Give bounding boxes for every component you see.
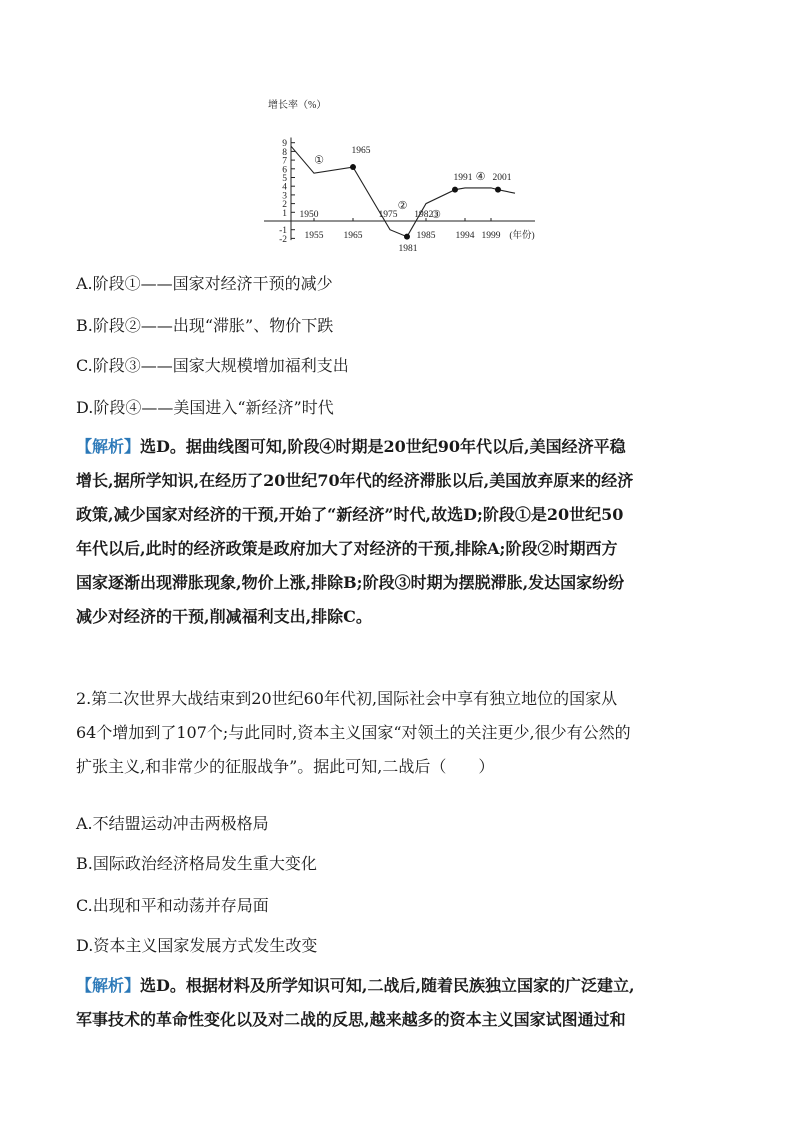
y-axis-label: 增长率（%）: [268, 100, 327, 111]
x-tick-label: 1994: [455, 231, 475, 241]
analysis-tag: 【解析】: [76, 437, 141, 456]
y-tick-label: 1: [282, 208, 287, 219]
point-label: 1965: [351, 146, 371, 157]
x-tick-label: 1965: [343, 231, 363, 241]
q2-stem-line-3: 扩张主义,和非常少的征服战争”。据此可知,二战后（ ）: [76, 757, 495, 776]
point-label: 2001: [492, 172, 512, 183]
q1-option-d: D.阶段④——美国进入“新经济”时代: [76, 398, 334, 417]
point-label: 1982: [414, 210, 434, 220]
q2-option-a: A.不结盟运动冲击两极格局: [76, 814, 269, 833]
y-tick-label: 8: [282, 147, 287, 158]
q1-analysis-line-2: 增长,据所学知识,在经历了20世纪70年代的经济滞胀以后,美国放弃原来的经济: [76, 471, 634, 490]
y-tick-label: -2: [279, 234, 287, 245]
point-label: 1981: [398, 244, 418, 254]
data-point: [495, 187, 501, 193]
q1-analysis-line-5: 国家逐渐出现滞胀现象,物价上涨,排除B;阶段③时期为摆脱滞胀,发达国家纷纷: [76, 573, 625, 592]
q2-analysis-line-1: 【解析】选D。根据材料及所学知识可知,二战后,随着民族独立国家的广泛建立,: [76, 976, 635, 995]
x-tick-label: 1985: [416, 231, 436, 241]
q1-analysis-line-3: 政策,减少国家对经济的干预,开始了“新经济”时代,故选D;阶段①是20世纪50: [76, 505, 624, 524]
q1-option-b: B.阶段②——出现“滞胀”、物价下跌: [76, 316, 334, 335]
x-axis-label: (年份): [509, 231, 535, 241]
growth-rate-chart: [250, 92, 550, 267]
stage-marker: ①: [314, 154, 324, 167]
y-tick-label: 2: [282, 200, 287, 211]
y-tick-label: -1: [279, 226, 287, 237]
q1-option-c: C.阶段③——国家大规模增加福利支出: [76, 356, 349, 375]
y-tick-label: 5: [282, 174, 287, 184]
y-tick-label: 4: [282, 182, 287, 193]
stage-marker: ②: [397, 199, 408, 212]
q2-option-d: D.资本主义国家发展方式发生改变: [76, 936, 318, 955]
y-tick-label: 3: [282, 191, 287, 202]
chart-svg: [250, 92, 550, 267]
q1-option-a: A.阶段①——国家对经济干预的减少: [76, 274, 333, 293]
q2-stem-line-1: 2.第二次世界大战结束到20世纪60年代初,国际社会中享有独立地位的国家从: [76, 689, 618, 708]
q2-option-b: B.国际政治经济格局发生重大变化: [76, 854, 317, 873]
y-tick-label: 9: [282, 139, 287, 150]
y-tick-label: 7: [282, 156, 287, 167]
point-label: 1950: [299, 210, 319, 220]
stage-marker: ④: [475, 170, 486, 183]
x-tick-label: 1955: [304, 231, 324, 241]
q2-stem-line-2: 64个增加到了107个;与此同时,资本主义国家“对领土的关注更少,很少有公然的: [76, 723, 631, 742]
data-point: [452, 187, 458, 193]
data-point: [350, 164, 356, 170]
q2-analysis: [76, 969, 726, 1037]
data-point: [404, 234, 410, 240]
point-label: 1991: [453, 172, 473, 183]
x-tick-label: 1999: [481, 231, 501, 241]
series-line: [291, 146, 515, 237]
q1-analysis-line-4: 年代以后,此时的经济政策是政府加大了对经济的干预,排除A;阶段②时期西方: [76, 539, 618, 558]
stage-marker: ③: [431, 209, 441, 221]
analysis-tag: 【解析】: [76, 976, 141, 995]
q1-analysis-line-6: 减少对经济的干预,削减福利支出,排除C。: [76, 607, 372, 626]
q2-option-c: C.出现和平和动荡并存局面: [76, 896, 269, 915]
q1-analysis-line-1: 【解析】选D。据曲线图可知,阶段④时期是20世纪90年代以后,美国经济平稳: [76, 437, 626, 456]
y-tick-label: 6: [282, 165, 287, 176]
q2-stem: [76, 682, 726, 784]
point-label: 1975: [378, 210, 398, 220]
q2-analysis-line-2: 军事技术的革命性变化以及对二战的反思,越来越多的资本主义国家试图通过和: [76, 1010, 626, 1029]
q1-analysis: [76, 430, 726, 634]
